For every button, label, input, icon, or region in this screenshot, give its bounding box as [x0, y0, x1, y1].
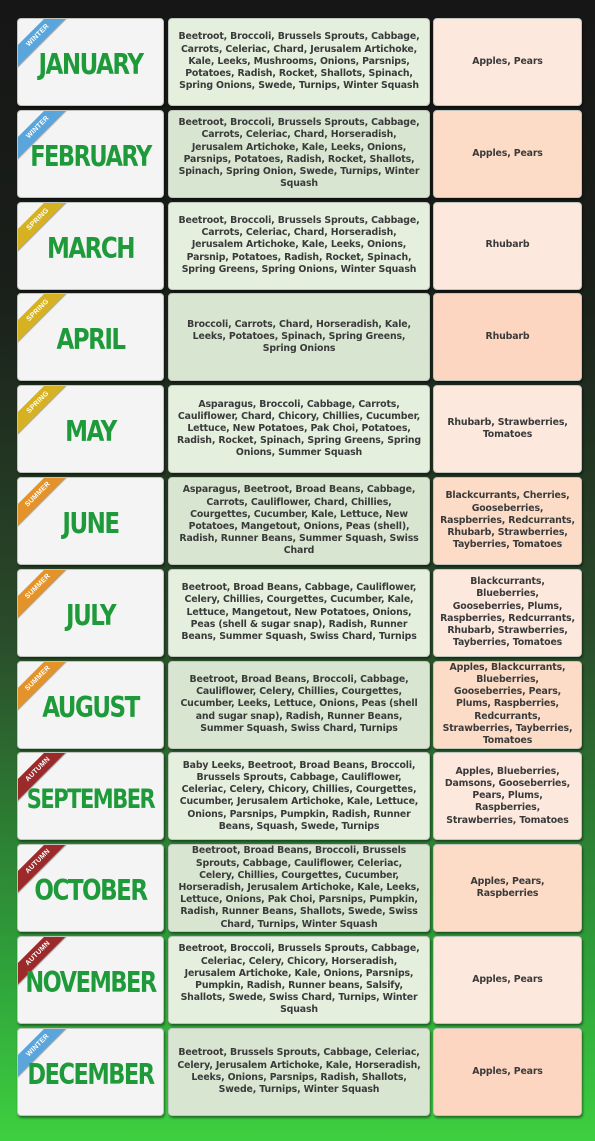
season-ribbon: SPRING [17, 293, 71, 343]
fruit-list: Apples, Pears [472, 55, 543, 67]
month-row-april [0, 293, 595, 381]
fruit-cell [433, 752, 582, 840]
month-cell [17, 844, 164, 932]
fruit-list: Apples, Blueberries, Damsons, Gooseberries, Pears, Plums, Raspberries, Strawberries, Tomatoes [444, 765, 571, 826]
season-ribbon: WINTER [17, 18, 71, 68]
month-row-september [0, 752, 595, 840]
vegetables-cell [168, 936, 430, 1024]
vegetables-cell [168, 293, 430, 381]
fruit-cell [433, 936, 582, 1024]
month-row-january [0, 18, 595, 106]
month-name: APRIL [56, 324, 125, 357]
vegetables-list: Beetroot, Broccoli, Brussels Sprouts, Cabbage, Carrots, Celeriac, Chard, Jerusalem Artichoke, Kale, Leeks, Mushrooms, Onions, Parsnips, Potatoes, Radish, Rocket, Shallots, Spinach, Spring Onions, Swede, Turnips, Winter Squash [178, 31, 420, 92]
month-name: FEBRUARY [30, 140, 151, 174]
month-row-december [0, 1028, 595, 1116]
month-cell [17, 936, 164, 1024]
month-row-february [0, 110, 595, 198]
vegetables-list: Baby Leeks, Beetroot, Broad Beans, Broccoli, Brussels Sprouts, Cabbage, Cauliflower, Celeriac, Celery, Chicory, Chillies, Courgettes, Cucumber, Jerusalem Artichoke, Kale, Lettuce, Onions, Parsnips, Pumpkin, Radish, Runner Beans, Squash, Swede, Turnips [179, 759, 419, 832]
season-ribbon: SPRING [17, 202, 71, 252]
month-name: AUGUST [42, 691, 139, 724]
month-row-november [0, 936, 595, 1024]
month-name: JANUARY [38, 48, 143, 82]
vegetables-cell [168, 661, 430, 749]
month-cell [17, 1028, 164, 1116]
month-cell [17, 752, 164, 840]
season-ribbon: AUTUMN [17, 752, 71, 802]
month-name: JULY [66, 599, 115, 633]
season-ribbon: AUTUMN [17, 844, 71, 894]
month-name: JUNE [62, 507, 119, 541]
season-ribbon: SPRING [17, 385, 71, 435]
month-cell [17, 293, 164, 381]
month-cell [17, 661, 164, 749]
month-cell [17, 477, 164, 565]
month-row-march [0, 202, 595, 290]
month-name: NOVEMBER [25, 966, 156, 1000]
fruit-cell [433, 18, 582, 106]
fruit-list: Apples, Pears [472, 147, 543, 159]
season-ribbon: SUMMER [17, 661, 71, 711]
month-cell [17, 18, 164, 106]
season-ribbon: WINTER [17, 1028, 71, 1078]
fruit-cell [433, 477, 582, 565]
vegetables-cell [168, 18, 430, 106]
season-ribbon: WINTER [17, 110, 71, 160]
vegetables-list: Beetroot, Broccoli, Brussels Sprouts, Cabbage, Carrots, Celeriac, Chard, Horseradish, Jerusalem Artichoke, Kale, Leeks, Onions, Parsnip, Potatoes, Radish, Rocket, Spinach, Spring Greens, Spring Onions, Winter Squash [178, 215, 420, 275]
vegetables-cell [168, 752, 430, 840]
season-ribbon: SUMMER [17, 569, 71, 619]
vegetables-list: Asparagus, Beetroot, Broad Beans, Cabbage, Carrots, Cauliflower, Chard, Chillies, Courgettes, Cucumber, Kale, Lettuce, New Potatoes, Mangetout, Onions, Peas (shell), Radish, Runner Beans, Summer Squash, Swiss Chard [179, 484, 419, 557]
month-row-june [0, 477, 595, 565]
fruit-list: Apples, Pears, Raspberries [470, 875, 545, 900]
fruit-list: Rhubarb, Strawberries, Tomatoes [447, 416, 568, 441]
vegetables-list: Beetroot, Broccoli, Brussels Sprouts, Cabbage, Celeriac, Celery, Chicory, Horseradish, Jerusalem Artichoke, Kale, Onions, Parsnips, Pumpkin, Radish, Runner beans, Salsify, Shallots, Swede, Swiss Chard, Turnips, Winter Squash [178, 943, 420, 1016]
month-cell [17, 569, 164, 657]
season-ribbon: SUMMER [17, 477, 71, 527]
month-name: MAY [65, 415, 116, 449]
season-ribbon: AUTUMN [17, 936, 71, 986]
vegetables-cell [168, 385, 430, 473]
vegetables-list: Beetroot, Broad Beans, Broccoli, Cabbage, Cauliflower, Celery, Chillies, Courgettes, Cucumber, Leeks, Lettuce, Onions, Peas (shell and sugar snap), Radish, Runner Beans, Summer Squash, Swiss Chard, Turnips [180, 674, 418, 734]
month-name: SEPTEMBER [26, 784, 155, 815]
fruit-cell [433, 202, 582, 290]
month-row-october [0, 844, 595, 932]
fruit-cell [433, 661, 582, 749]
fruit-cell [433, 569, 582, 657]
fruit-list: Apples, Blackcurrants, Blueberries, Gooseberries, Pears, Plums, Raspberries, Redcurrants, Strawberries, Tayberries, Tomatoes [442, 661, 573, 747]
vegetables-cell [168, 1028, 430, 1116]
fruit-cell [433, 1028, 582, 1116]
vegetables-cell [168, 569, 430, 657]
vegetables-cell [168, 477, 430, 565]
month-name: DECEMBER [27, 1058, 154, 1092]
vegetables-list: Beetroot, Broad Beans, Broccoli, Brussels Sprouts, Cabbage, Cauliflower, Celeriac, Celery, Chillies, Courgettes, Cucumber, Horseradish, Jerusalem Artichoke, Kale, Leeks, Lettuce, Onions, Pak Choi, Parsnips, Pumpkin, Radish, Runner Beans, Shallots, Swede, Swiss Chard, Turnips, Winter Squash [178, 845, 420, 930]
month-cell [17, 202, 164, 290]
fruit-cell [433, 110, 582, 198]
fruit-list: Blackcurrants, Blueberries, Gooseberries, Plums, Raspberries, Redcurrants, Rhubarb, Strawberries, Tayberries, Tomatoes [440, 576, 575, 649]
fruit-cell [433, 844, 582, 932]
month-cell [17, 110, 164, 198]
month-cell [17, 385, 164, 473]
vegetables-list: Beetroot, Brussels Sprouts, Cabbage, Celeriac, Celery, Jerusalem Artichoke, Kale, Horseradish, Leeks, Onions, Parsnips, Radish, Shallots, Swede, Turnips, Winter Squash [177, 1047, 421, 1095]
month-name: OCTOBER [34, 874, 147, 908]
vegetables-cell [168, 110, 430, 198]
fruit-list: Apples, Pears [472, 973, 543, 985]
fruit-cell [433, 385, 582, 473]
vegetables-cell [168, 202, 430, 290]
vegetables-list: Broccoli, Carrots, Chard, Horseradish, Kale, Leeks, Potatoes, Spinach, Spring Greens, Spring Onions [187, 319, 411, 355]
vegetables-cell [168, 844, 430, 932]
vegetables-list: Asparagus, Broccoli, Cabbage, Carrots, Cauliflower, Chard, Chicory, Chillies, Cucumber, Lettuce, New Potatoes, Pak Choi, Potatoes, Radish, Rocket, Spinach, Spring Greens, Spring Onions, Summer Squash [177, 398, 421, 459]
fruit-list: Rhubarb [485, 239, 530, 251]
month-row-august [0, 661, 595, 749]
fruit-list: Apples, Pears [472, 1065, 543, 1077]
fruit-list: Blackcurrants, Cherries, Gooseberries, Raspberries, Redcurrants, Rhubarb, Strawberries, Tayberries, Tomatoes [440, 490, 575, 551]
vegetables-list: Beetroot, Broccoli, Brussels Sprouts, Cabbage, Carrots, Celeriac, Chard, Horseradish, Jerusalem Artichoke, Kale, Leeks, Onions, Parsnips, Potatoes, Radish, Rocket, Shallots, Spinach, Spring Onion, Swede, Turnips, Winter Squash [178, 117, 420, 190]
month-row-may [0, 385, 595, 473]
fruit-cell [433, 293, 582, 381]
month-name: MARCH [46, 232, 135, 265]
vegetables-list: Beetroot, Broad Beans, Cabbage, Cauliflower, Celery, Chillies, Courgettes, Cucumber, Kale, Lettuce, Mangetout, New Potatoes, Onions, Peas (shell & sugar snap), Radish, Runner Beans, Summer Squash, Swiss Chard, Turnips [181, 582, 417, 643]
month-row-july [0, 569, 595, 657]
fruit-list: Rhubarb [485, 331, 530, 343]
